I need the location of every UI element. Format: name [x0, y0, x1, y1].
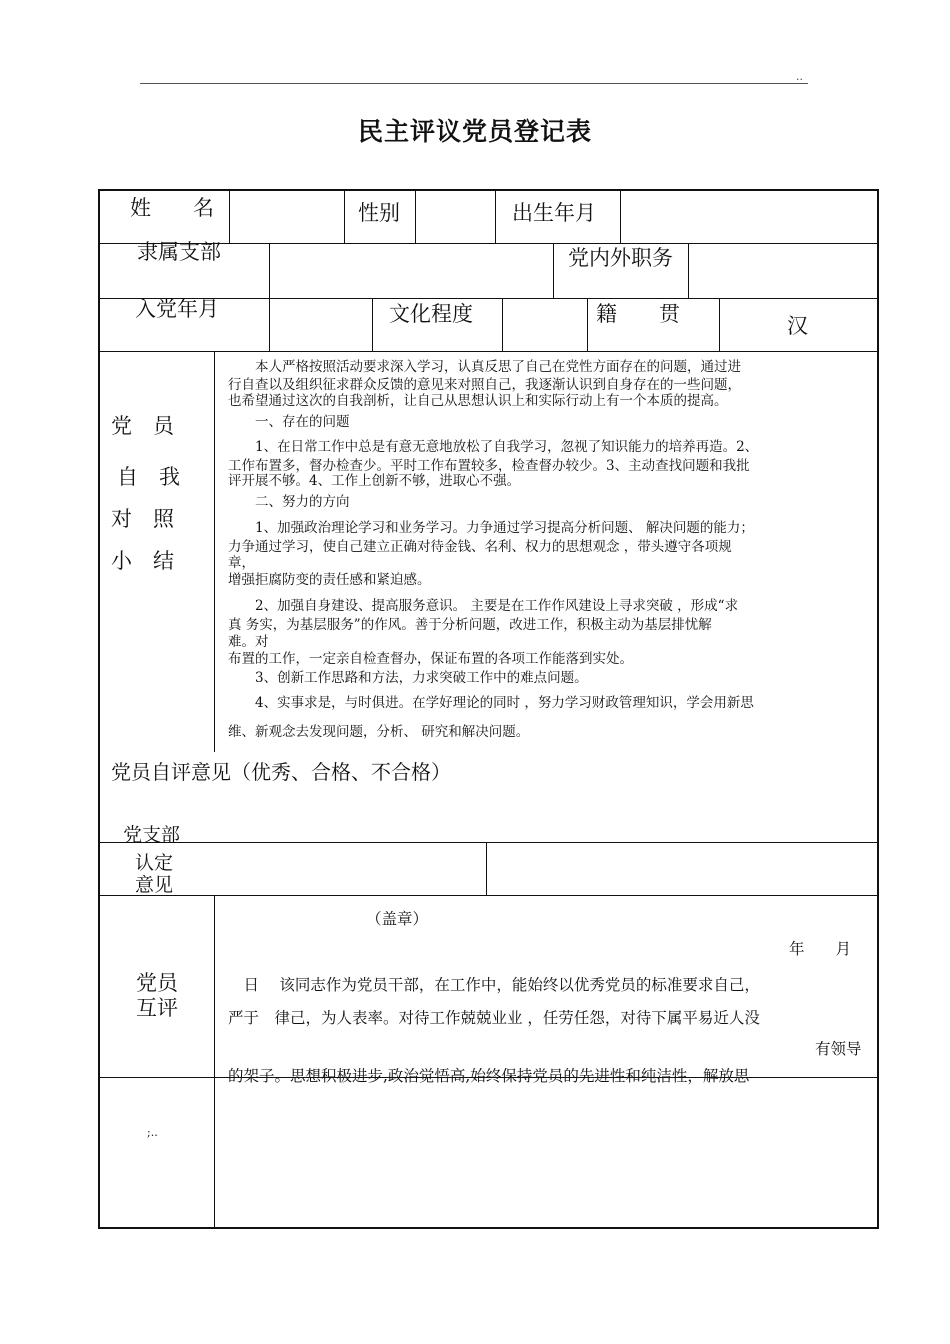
native-place-label: 籍 贯: [596, 302, 680, 326]
text-line: 一、存在的问题: [228, 414, 350, 430]
table-border-right: [877, 189, 879, 1229]
name-label: 姓 名: [130, 196, 214, 220]
branch-affiliation-label: 隶属支部: [137, 240, 221, 264]
native-place-value: 汉: [787, 314, 808, 338]
peer-review-line: 有领导: [815, 1040, 862, 1058]
branch-opinion-label: 党支部: [123, 824, 181, 846]
text-line: 2、加强自身建设、提高服务意识。 主要是在工作作风建设上寻求突破 ，形成“求: [228, 598, 739, 614]
table-border-bottom: [98, 1227, 879, 1229]
col-rule: [269, 299, 270, 351]
side-col-rule: [214, 896, 215, 1227]
birth-label: 出生年月: [512, 201, 596, 225]
col-rule: [688, 244, 689, 298]
table-border-top: [98, 189, 879, 191]
header-rule: [140, 83, 808, 84]
text-line: 本人严格按照活动要求深入学习，认真反思了自己在党性方面存在的问题，通过进: [228, 359, 741, 375]
join-value-cell[interactable]: [271, 300, 371, 350]
table-border-left: [98, 189, 100, 1229]
self-review-side-label: 对 照: [111, 507, 174, 531]
page-title: 民主评议党员登记表: [357, 117, 592, 146]
text-line: 评开展不够。4、工作上创新不够，进取心不强。: [228, 473, 521, 489]
education-label: 文化程度: [389, 302, 473, 326]
seal-text: （盖章）: [366, 910, 429, 928]
peer-review-label: 互评: [136, 996, 178, 1020]
peer-review-line: 的架子。思想积极进步,政治觉悟高,始终保持党员的先进性和纯洁性，解放思: [228, 1067, 750, 1085]
text-line: 二、努力的方向: [228, 494, 350, 510]
branch-opinion-label: 认定: [135, 852, 174, 874]
text-line: 3、创新工作思路和方法，力求突破工作中的难点问题。: [228, 670, 588, 686]
party-position-label: 党内外职务: [568, 246, 673, 270]
text-line: 1、在日常工作中总是有意无意地放松了自我学习，忽视了知识能力的培养再造。2、: [228, 439, 759, 455]
gender-label: 性别: [358, 201, 400, 225]
peer-review-label: 党员: [136, 971, 178, 995]
self-review-side-label: 党 员: [111, 414, 174, 438]
col-rule: [269, 244, 270, 298]
birth-value-cell[interactable]: [622, 192, 876, 242]
header-dots: ..: [796, 70, 803, 83]
text-line: 难。对: [228, 634, 269, 650]
row-rule-3: [100, 351, 877, 352]
text-line: 1、加强政治理论学习和业务学习。力争通过学习提高分析问题、 解决问题的能力；: [228, 520, 754, 536]
text-line: 章，: [228, 555, 255, 571]
text-line: 工作布置多，督办检查少。平时工作布置较多，检查督办较少。3、主动查找问题和我批: [228, 458, 750, 474]
branch-opinion-label: 意见: [135, 874, 174, 896]
text-line: 维、新观念去发现问题，分析、 研究和解决问题。: [228, 724, 530, 740]
footer-cell-text: ;..: [147, 1126, 158, 1139]
self-review-side-label: 自 我: [117, 465, 180, 489]
self-rating-label: 党员自评意见（优秀、合格、不合格）: [111, 760, 451, 784]
row-rule-5: [100, 895, 877, 896]
gender-value-cell[interactable]: [416, 192, 494, 242]
col-rule: [719, 299, 720, 351]
col-rule: [587, 299, 588, 351]
footer-value-cell[interactable]: [216, 1079, 876, 1226]
col-rule: [344, 191, 345, 243]
branch-opinion-cell[interactable]: [488, 844, 876, 894]
branch-value-cell[interactable]: [271, 245, 552, 297]
join-date-label: 入党年月: [135, 297, 219, 321]
col-rule: [553, 244, 554, 298]
education-value-cell[interactable]: [503, 300, 586, 350]
col-rule: [620, 191, 621, 243]
col-rule: [495, 191, 496, 243]
text-line: 增强拒腐防变的责任感和紧迫感。: [228, 572, 431, 588]
position-value-cell[interactable]: [690, 245, 876, 297]
row-rule-4: [100, 842, 877, 843]
peer-review-line: 日 该同志作为党员干部，在工作中，能始终以优秀党员的标准要求自己，: [228, 976, 760, 994]
col-rule: [229, 191, 230, 243]
text-line: 也希望通过这次的自我剖析，让自己从思想认识上和实际行动上有一个本质的提高。: [228, 393, 728, 409]
self-review-side-label: 小 结: [111, 549, 174, 573]
side-col-rule: [214, 352, 215, 752]
text-line: 布置的工作，一定亲自检查督办，保证布置的各项工作能落到实处。: [228, 651, 633, 667]
name-value-cell[interactable]: [231, 192, 343, 242]
col-rule: [372, 299, 373, 351]
branch-col-rule: [486, 843, 487, 895]
text-line: 行自查以及组织征求群众反馈的意见来对照自己，我逐渐认识到自身存在的一些问题，: [228, 377, 741, 393]
text-line: 4、实事求是，与时俱进。在学好理论的同时 ，努力学习财政管理知识，学会用新思: [228, 695, 754, 711]
text-line: 真 务实，为基层服务”的作风。善于分析问题，改进工作，积极主动为基层排忧解: [228, 617, 712, 633]
peer-review-line: 严于 律己，为人表率。对待工作兢兢业业 ，任劳任怨，对待下属平易近人没: [228, 1009, 760, 1027]
date-text: 年 月: [789, 940, 852, 958]
text-line: 力争通过学习，使自己建立正确对待金钱、名利、权力的思想观念 ，带头遵守各项规: [228, 539, 732, 555]
